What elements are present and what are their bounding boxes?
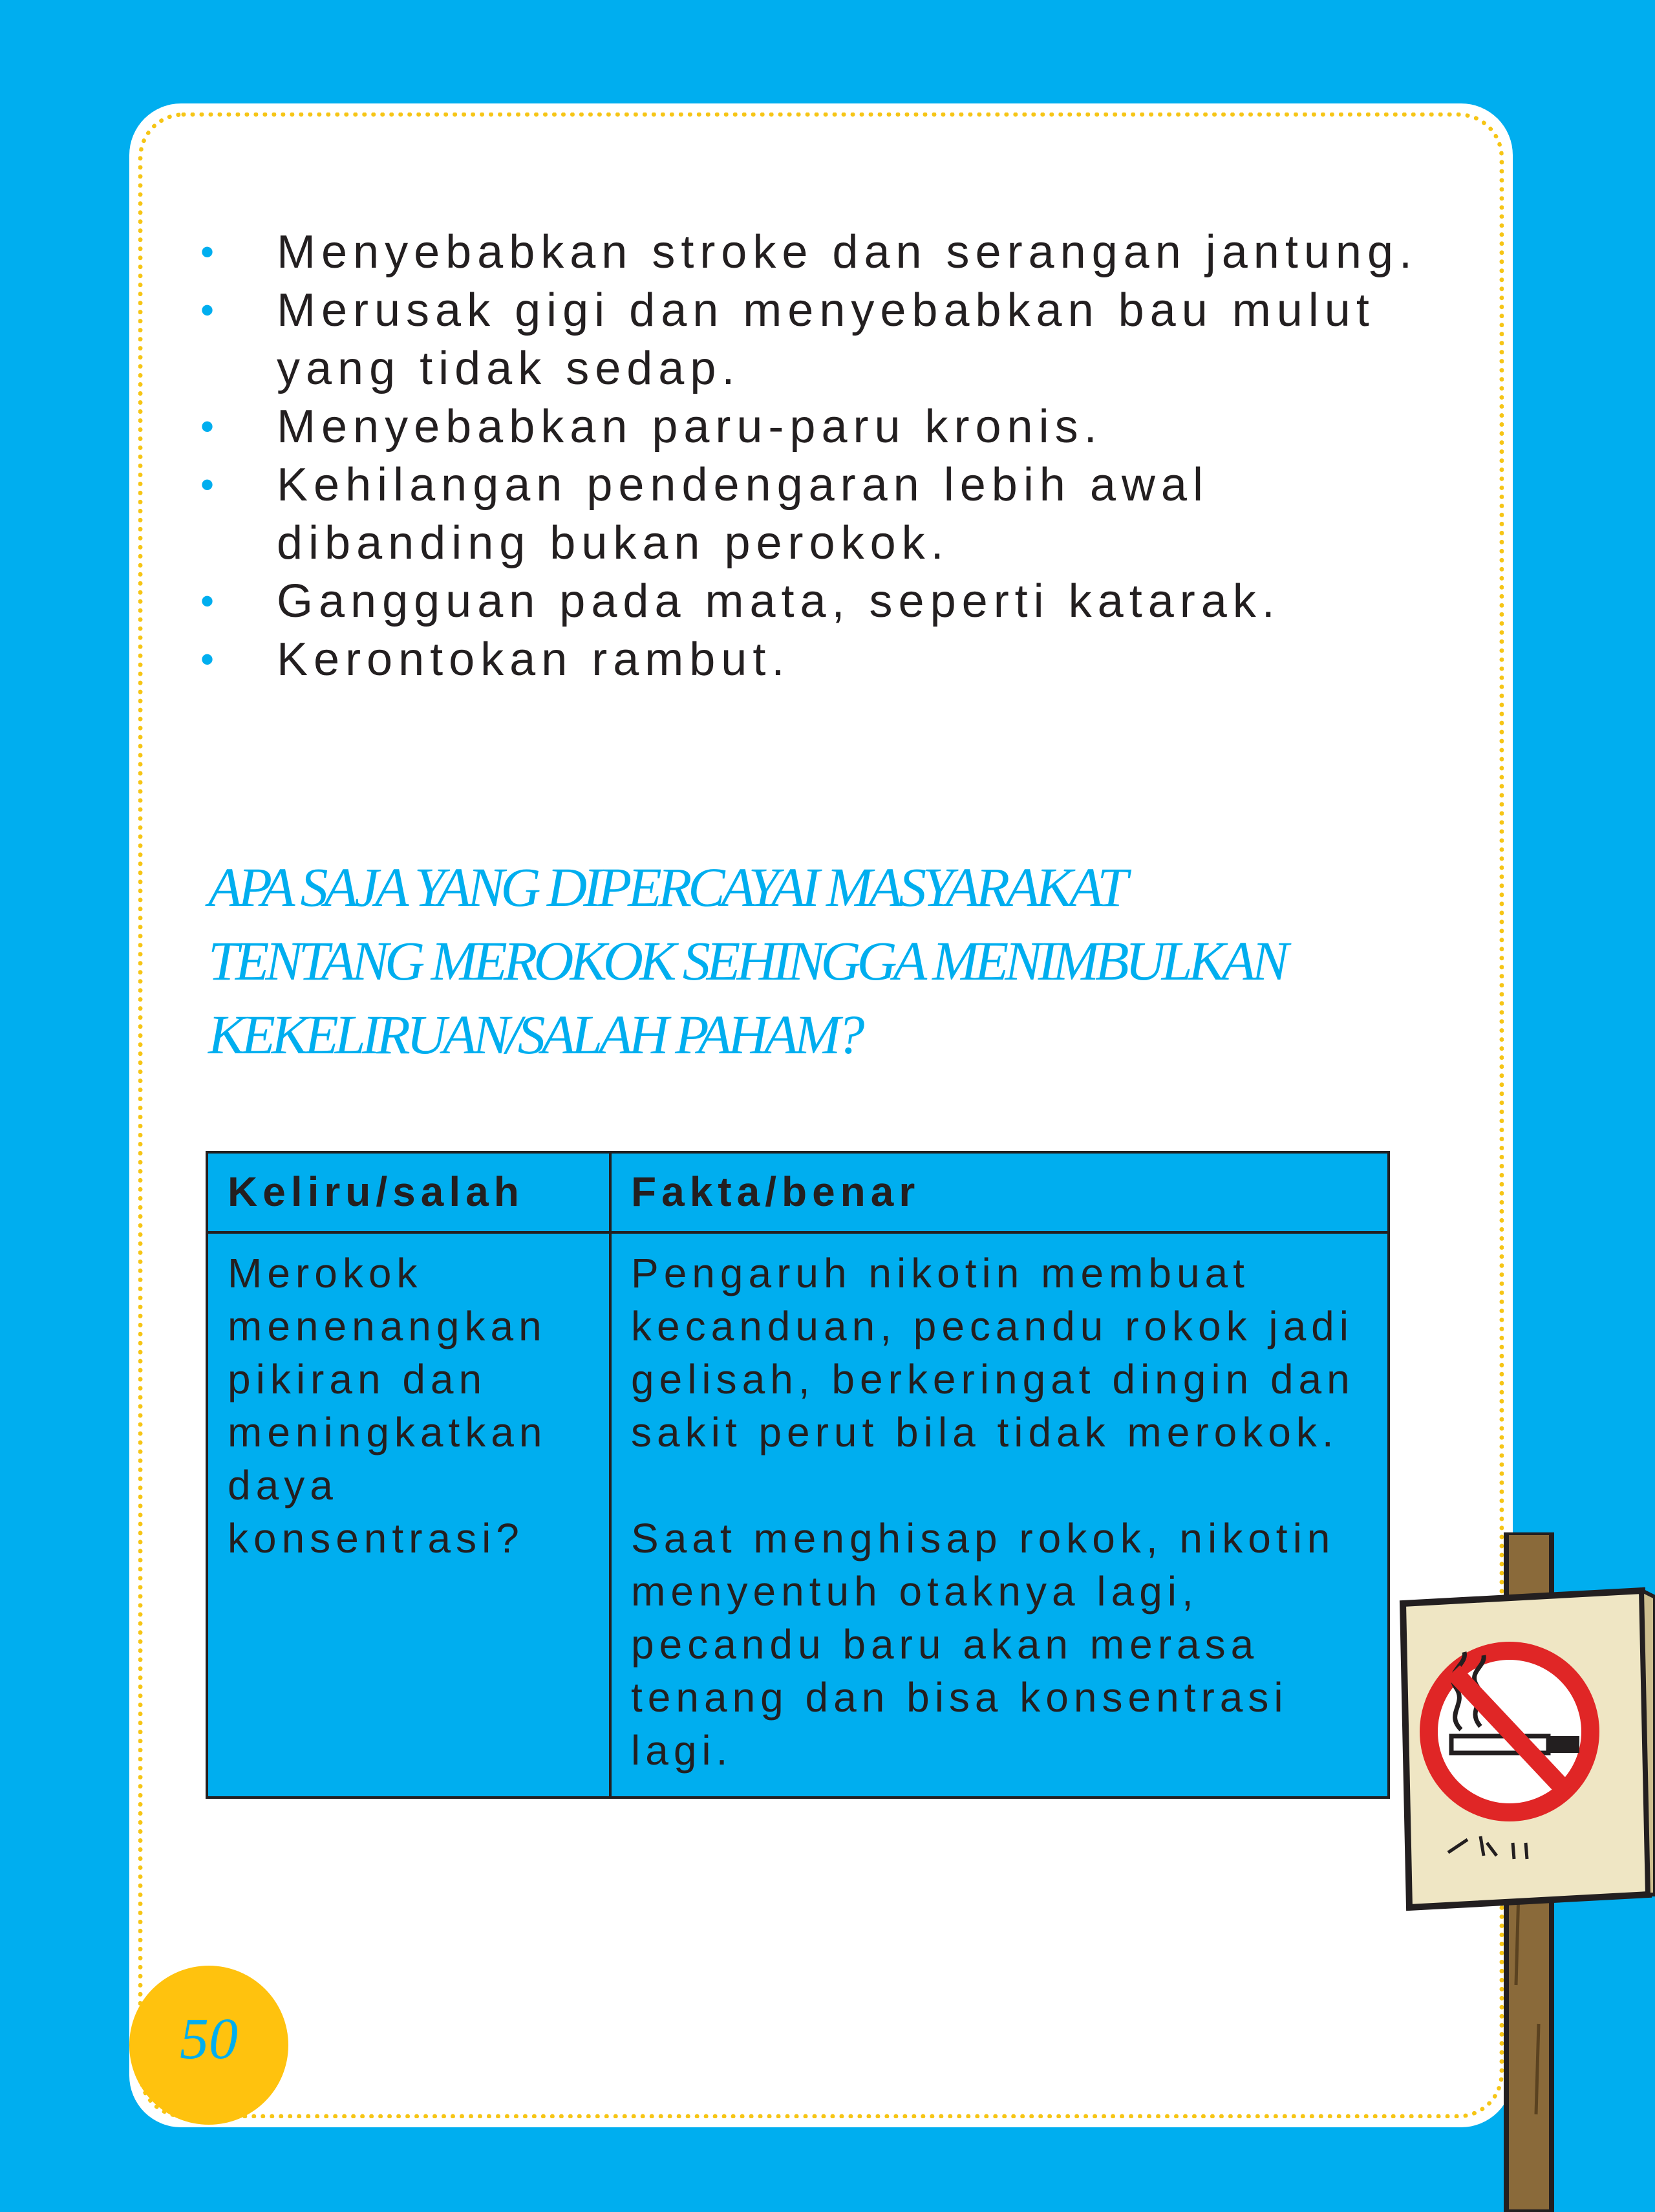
myth-cell: Merokok menenangkan pikiran dan meningkatkan daya konsentrasi? <box>207 1232 610 1798</box>
section-heading <box>208 850 1436 1071</box>
table-header-row <box>207 1152 1389 1232</box>
list-item: • Gangguan pada mata, seperti katarak. <box>200 572 1429 630</box>
list-item: • Kerontokan rambut. <box>200 630 1429 689</box>
fact-cell <box>610 1232 1389 1798</box>
no-smoking-sign-icon <box>1383 1532 1655 2212</box>
page-number-badge <box>129 1966 288 2125</box>
list-item: • Menyebabkan stroke dan serangan jantung. <box>200 223 1429 281</box>
page-number: 50 <box>180 2007 238 2071</box>
fact-paragraph: Saat menghisap rokok, nikotin menyentuh otaknya lagi, pecandu baru akan merasa tenang dan bisa konsentrasi lagi. <box>631 1515 1336 1774</box>
effects-bullet-list <box>200 223 1429 689</box>
table-row <box>207 1232 1389 1798</box>
list-item: • Menyebabkan paru-paru kronis. <box>200 398 1429 456</box>
myth-fact-table <box>206 1151 1390 1799</box>
myth-column-header: Keliru/salah <box>207 1152 610 1232</box>
list-item: • Kehilangan pendengaran lebih awal dibanding bukan perokok. <box>200 456 1429 572</box>
fact-column-header: Fakta/benar <box>610 1152 1389 1232</box>
heading-line: KEKELIRUAN/SALAH PAHAM? <box>208 1004 861 1066</box>
fact-paragraph: Pengaruh nikotin membuat kecanduan, pecandu rokok jadi gelisah, berkeringat dingin dan sakit perut bila tidak merokok. <box>631 1250 1355 1455</box>
list-item: • Merusak gigi dan menyebabkan bau mulut yang tidak sedap. <box>200 281 1429 398</box>
heading-line: TENTANG MEROKOK SEHINGGA MENIMBULKAN <box>208 930 1285 992</box>
heading-line: APA SAJA YANG DIPERCAYAI MASYARAKAT <box>208 856 1125 918</box>
